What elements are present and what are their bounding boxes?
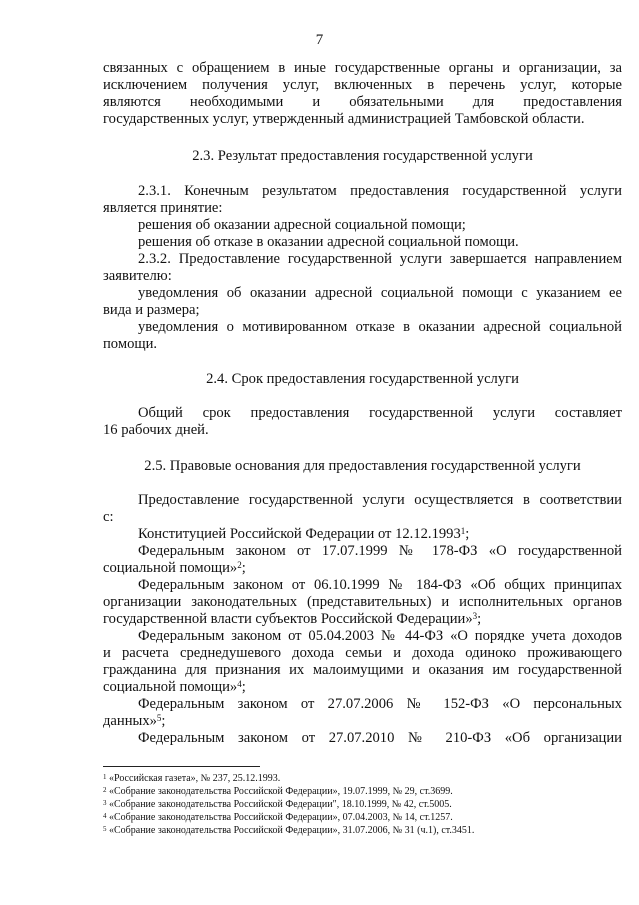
text-line: Федеральным законом от 17.07.1999 № 178-ФЗ «О государственной [138, 543, 622, 559]
text-line: гражданина для признания их малоимущими и оказания им государственной [103, 662, 622, 678]
footnote-ref: 5 [156, 713, 162, 723]
footnote: $^5$ «Собрание законодательства Российской Федерации», 31.07.2006, № 31 (ч.1), ст.3451. [103, 825, 475, 836]
text-line: заявителю: [103, 268, 172, 284]
text-line: государственных услуг, утвержденный администрацией Тамбовской области. [103, 111, 585, 127]
text-line: связанных с обращением в иные государственные органы и организации, за [103, 60, 622, 76]
text-line: является принятие: [103, 200, 223, 216]
text-line: вида и размера; [103, 302, 200, 318]
text-line: исключением получения услуг, включенных в перечень услуг, которые [103, 77, 622, 93]
text-line: решения об оказании адресной социальной помощи; [138, 217, 466, 233]
text-line: Предоставление государственной услуги осуществляется в соответствии [138, 492, 622, 508]
footnote: $^4$ «Собрание законодательства Российской Федерации», 07.04.2003, № 14, ст.1257. [103, 812, 453, 823]
footnote: $^1$ «Российская газета», № 237, 25.12.1993. [103, 773, 281, 784]
text-line: уведомления о мотивированном отказе в оказании адресной социальной [138, 319, 622, 335]
text-line: данных»$^5$; [103, 713, 166, 729]
text-line: и расчета среднедушевого дохода семьи и дохода одиноко проживающего [103, 645, 622, 661]
text-line: уведомления об оказании адресной социальной помощи с указанием ее [138, 285, 622, 301]
text-line: 2.3.1. Конечным результатом предоставления государственной услуги [138, 183, 622, 199]
footnote: $^2$ «Собрание законодательства Российской Федерации», 19.07.1999, № 29, ст.3699. [103, 786, 453, 797]
page-number: 7 [315, 32, 324, 48]
footnote: $^3$ «Собрание законодательства Российской Федерации", 18.10.1999, № 42, ст.5005. [103, 799, 452, 810]
text-line: Федеральным законом от 27.07.2006 № 152-ФЗ «О персональных [138, 696, 622, 712]
section-heading: 2.4. Срок предоставления государственной услуги [206, 371, 519, 387]
text-line: Федеральным законом от 27.07.2010 № 210-ФЗ «Об организации [138, 730, 622, 746]
footnote-ref: 1 [460, 526, 466, 536]
text-line: 16 рабочих дней. [103, 422, 209, 438]
text-line: 2.3.2. Предоставление государственной услуги завершается направлением [138, 251, 622, 267]
section-heading: 2.5. Правовые основания для предоставления государственной услуги [144, 458, 581, 474]
text-line: государственной власти субъектов Российской Федерации»$^3$; [103, 611, 482, 627]
text-line: организации законодательных (представительных) и исполнительных органов [103, 594, 622, 610]
text-line: с: [103, 509, 114, 525]
footnote-ref: 4 [237, 679, 242, 689]
text-line: являются необходимыми и обязательными для предоставления [103, 94, 622, 110]
text-line: решения об отказе в оказании адресной социальной помощи. [138, 234, 519, 250]
text-line: социальной помощи»$^4$; [103, 679, 246, 695]
text-line: Общий срок предоставления государственной услуги составляет [138, 405, 622, 421]
text-line: Федеральным законом от 06.10.1999 № 184-ФЗ «Об общих принципах [138, 577, 622, 593]
footnote-ref: 2 [237, 560, 242, 570]
footnote-ref: 3 [472, 611, 478, 621]
text-line: Конституцией Российской Федерации от 12.12.1993$^1$; [138, 526, 470, 542]
section-heading: 2.3. Результат предоставления государственной услуги [192, 148, 533, 164]
footnote-divider [103, 766, 260, 767]
text-line: помощи. [103, 336, 158, 352]
text-line: Федеральным законом от 05.04.2003 № 44-ФЗ «О порядке учета доходов [138, 628, 622, 644]
text-line: социальной помощи»$^2$; [103, 560, 246, 576]
